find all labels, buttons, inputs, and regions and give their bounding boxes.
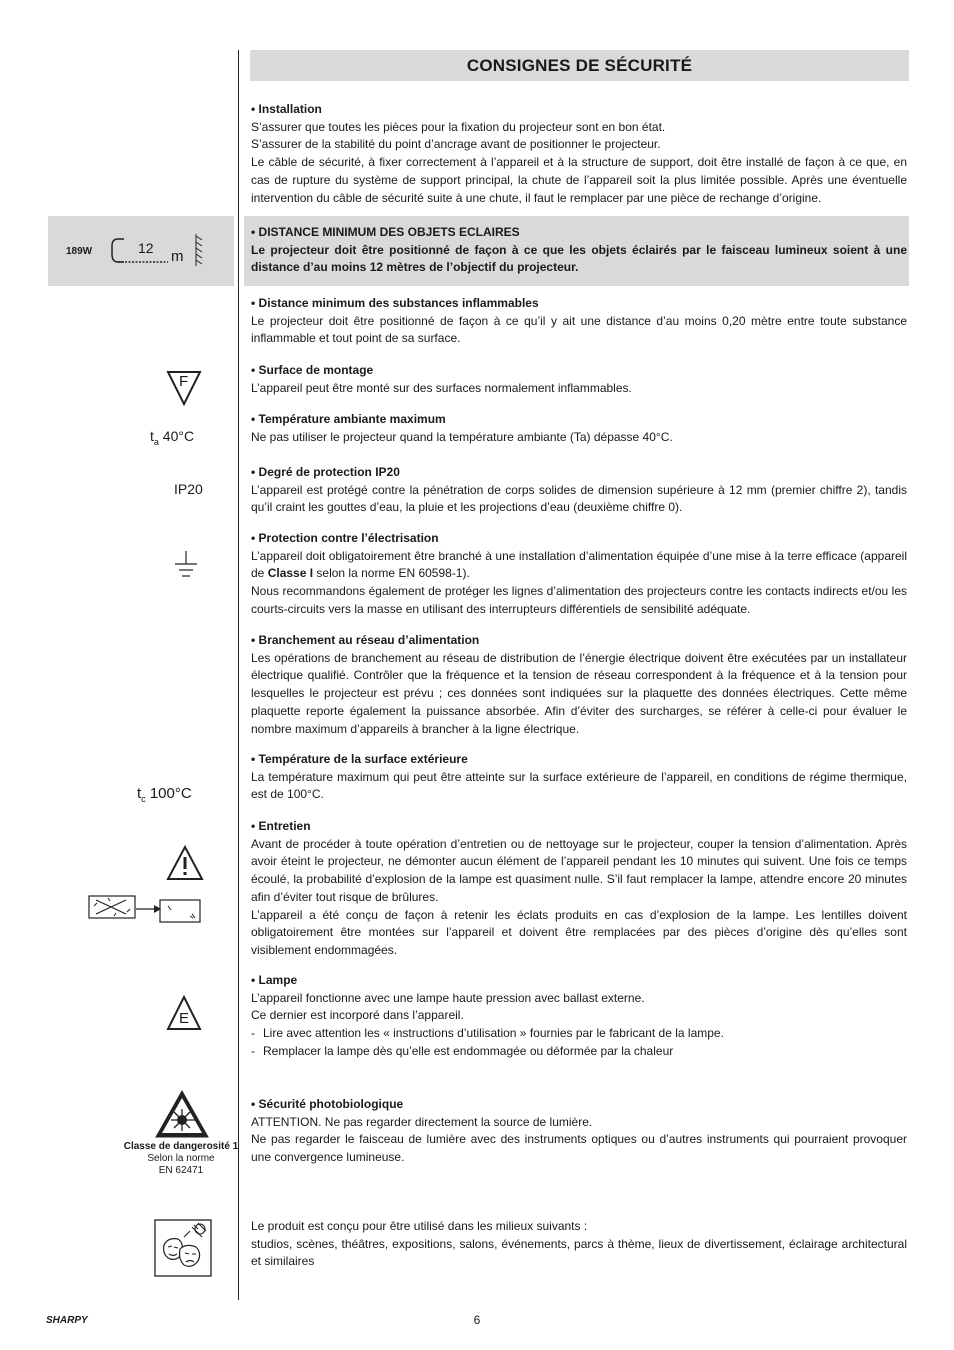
section-installation [251, 101, 907, 207]
section-heading: • Entretien [251, 819, 311, 833]
paragraph: L’appareil est protégé contre la pénétration de corps solides de dimension supérieure à 12 mm (premier chiffre 2), tandis qu’il craint les gouttes d’eau, la pluie et les projections d’eau (deuxième chiffre 0). [251, 482, 907, 515]
page-number: 6 [473, 1313, 481, 1327]
ip-rating-label: IP20 [174, 481, 203, 497]
section-branchement [251, 632, 907, 738]
ambient-temperature-label [150, 428, 194, 447]
ground-icon [174, 550, 198, 580]
section-heading: • Branchement au réseau d’alimentation [251, 633, 480, 647]
paragraph: ATTENTION. Ne pas regarder directement la source de lumière. [251, 1114, 593, 1129]
brand-logo: SHARPY [46, 1315, 88, 1326]
section-heading: • DISTANCE MINIMUM DES OBJETS ECLAIRES [251, 225, 520, 239]
lens-replacement-icon [86, 892, 204, 926]
paragraph: S’assurer que toutes les pièces pour la fixation du projecteur sont en bon état. [251, 119, 666, 134]
paragraph: Avant de procéder à toute opération d’entretien ou de nettoyage sur le projecteur, couper la tension d’alimentation. Après avoir éteint le projecteur, ne démonter aucun élément de l’appareil pendant les 10 minutes qui suivent. Une fois ce temps écoulé, la probabilité d’explosion de la lampe est quasiment nulle. S’il faut remplacer la lampe, attendre encore 20 minutes afin d’éviter tout risque de brûlures. [251, 836, 907, 904]
icon-letter: E [179, 1010, 190, 1027]
section-lampe [251, 972, 907, 1061]
surface-temperature-label [137, 785, 192, 804]
section-milieux [251, 1218, 907, 1271]
list-item [251, 1025, 907, 1043]
paragraph: L’appareil peut être monté sur des surfaces normalement inflammables. [251, 380, 632, 395]
flammable-surface-icon [166, 370, 202, 406]
page-title-text: CONSIGNES DE SÉCURITÉ [466, 55, 693, 75]
text-run: L’appareil doit obligatoirement être branché à une installation d’alimentation équipée d’une mise à la terre efficace (appareil de [251, 548, 907, 581]
section-heading: • Degré de protection IP20 [251, 465, 400, 479]
section-entretien [251, 818, 907, 960]
t-symbol: t [150, 428, 154, 444]
paragraph: Le projecteur doit être positionné de façon à ce qu’il y ait une distance d’au moins 0,20 mètre entre toute substance inflammable et tout point de sa surface. [251, 313, 907, 346]
distance-icon [66, 232, 206, 268]
section-electrisation [251, 530, 907, 619]
section-heading: • Distance minimum des substances inflammables [251, 296, 539, 310]
section-surface-montage [251, 362, 907, 397]
class-label: Classe I [267, 566, 314, 581]
section-heading: • Surface de montage [251, 363, 374, 377]
paragraph: Les opérations de branchement au réseau de distribution de l’énergie électrique doivent être exécutées par un installateur électrique qualifié. Contrôler que la fréquence et la tension de réseau correspondent à la fréquence et à la tension pour lesquelles le projecteur est prévu ; ces données sont indiquées sur la plaquette des données électriques. Cette même plaquette reporte également la puissance absorbée. Afin d’éviter des surcharges, se référer à celle-ci pour évaluer le nombre maximum d’appareils à brancher à la ligne électrique. [251, 650, 907, 736]
section-temperature-surface [251, 751, 907, 804]
paragraph: L’appareil a été conçu de façon à retenir les éclats produits en cas d’explosion de la lampe. Les lentilles doivent obligatoirement être montées sur l’appareil et doivent être remplacées par des pièces d’origine dès qu’elles sont visiblement endommagées. [251, 907, 907, 957]
list-bullet: - [251, 1026, 255, 1041]
page-title [250, 50, 909, 81]
icon-letter: F [179, 373, 189, 390]
section-distance-objets [251, 224, 907, 277]
list-bullet: - [251, 1043, 255, 1058]
laser-hazard-icon [154, 1089, 210, 1139]
paragraph: Le câble de sécurité, à fixer correctement à l’appareil et à la structure de support, doit être installé de façon à ce que, en cas de rupture du système de support principal, la chute de l’appareil soit la plus limitée possible. Après une éventuelle intervention du câble de sécurité suite à une chute, il faut le remplacer par une pièce de rechange d’origine. [251, 155, 907, 205]
list-item-text: Remplacer la lampe dès qu’elle est endommagée ou déformée par la chaleur [263, 1043, 674, 1058]
paragraph [251, 548, 907, 583]
caption-line: EN 62471 [158, 1165, 204, 1176]
paragraph: Le projecteur doit être positionné de façon à ce que les objets éclairés par le faisceau lumineux soient à une distance d’au moins 12 mètres de l’objectif du projecteur. [251, 242, 907, 275]
temperature-value: 100°C [149, 785, 192, 802]
section-heading: • Installation [251, 102, 322, 116]
section-temperature-ambiante [251, 411, 907, 446]
paragraph: L’appareil fonctionne avec une lampe haute pression avec ballast externe. [251, 990, 645, 1005]
text-run: selon la norme EN 60598-1). [313, 566, 470, 581]
t-symbol: t [137, 785, 142, 802]
power-label: 189W [66, 246, 93, 257]
warning-icon [166, 845, 204, 881]
list-item [251, 1043, 907, 1061]
section-heading: • Sécurité photobiologique [251, 1097, 404, 1111]
column-divider [238, 50, 239, 1300]
laser-class-caption [118, 1141, 244, 1177]
paragraph: Nous recommandons également de protéger les lignes d’alimentation des projecteurs contre les contacts indirects et/ou les courts-circuits vers la masse en utilisant des interrupteurs différentiels de sensibilité adéquate. [251, 584, 907, 616]
paragraph: La température maximum qui peut être atteinte sur la surface extérieure de l’appareil, en conditions de régime thermique, est de 100°C. [251, 769, 907, 802]
caption-line: Selon la norme [147, 1153, 215, 1164]
paragraph: S’assurer de la stabilité du point d’ancrage avant de positionner le projecteur. [251, 137, 661, 152]
projector-distance-icon [66, 232, 206, 268]
distance-unit: m [171, 248, 184, 265]
paragraph: Le produit est conçu pour être utilisé dans les milieux suivants : [251, 1219, 588, 1233]
section-heading: • Température ambiante maximum [251, 412, 446, 426]
distance-value: 12 [138, 240, 154, 256]
caption-line: Classe de dangerosité 1 [123, 1141, 239, 1152]
section-heading: • Protection contre l’électrisation [251, 531, 439, 545]
t-subscript: a [153, 436, 159, 447]
section-distance-inflammables [251, 295, 907, 348]
list-item-text: Lire avec attention les « instructions d’utilisation » fournies par le fabricant de la lampe. [263, 1026, 724, 1041]
paragraph: Ne pas regarder le faisceau de lumière avec des instruments optiques ou d’autres instruments qui pourraient provoquer une convergence lumineuse. [251, 1132, 907, 1165]
paragraph: Ce dernier est incorporé dans l’appareil. [251, 1008, 464, 1023]
section-heading: • Lampe [251, 973, 298, 987]
paragraph: studios, scènes, théâtres, expositions, salons, événements, parcs à thème, lieux de divertissement, éclairage architectural et similaires [251, 1236, 907, 1269]
t-subscript: c [141, 794, 146, 804]
entertainment-use-icon [154, 1219, 212, 1277]
paragraph: Ne pas utiliser le projecteur quand la température ambiante (Ta) dépasse 40°C. [251, 429, 673, 444]
temperature-value: 40°C [162, 428, 195, 444]
lamp-e-icon [166, 995, 202, 1031]
section-photobiologique [251, 1096, 907, 1167]
section-protection-ip [251, 464, 907, 517]
section-heading: • Température de la surface extérieure [251, 752, 468, 766]
